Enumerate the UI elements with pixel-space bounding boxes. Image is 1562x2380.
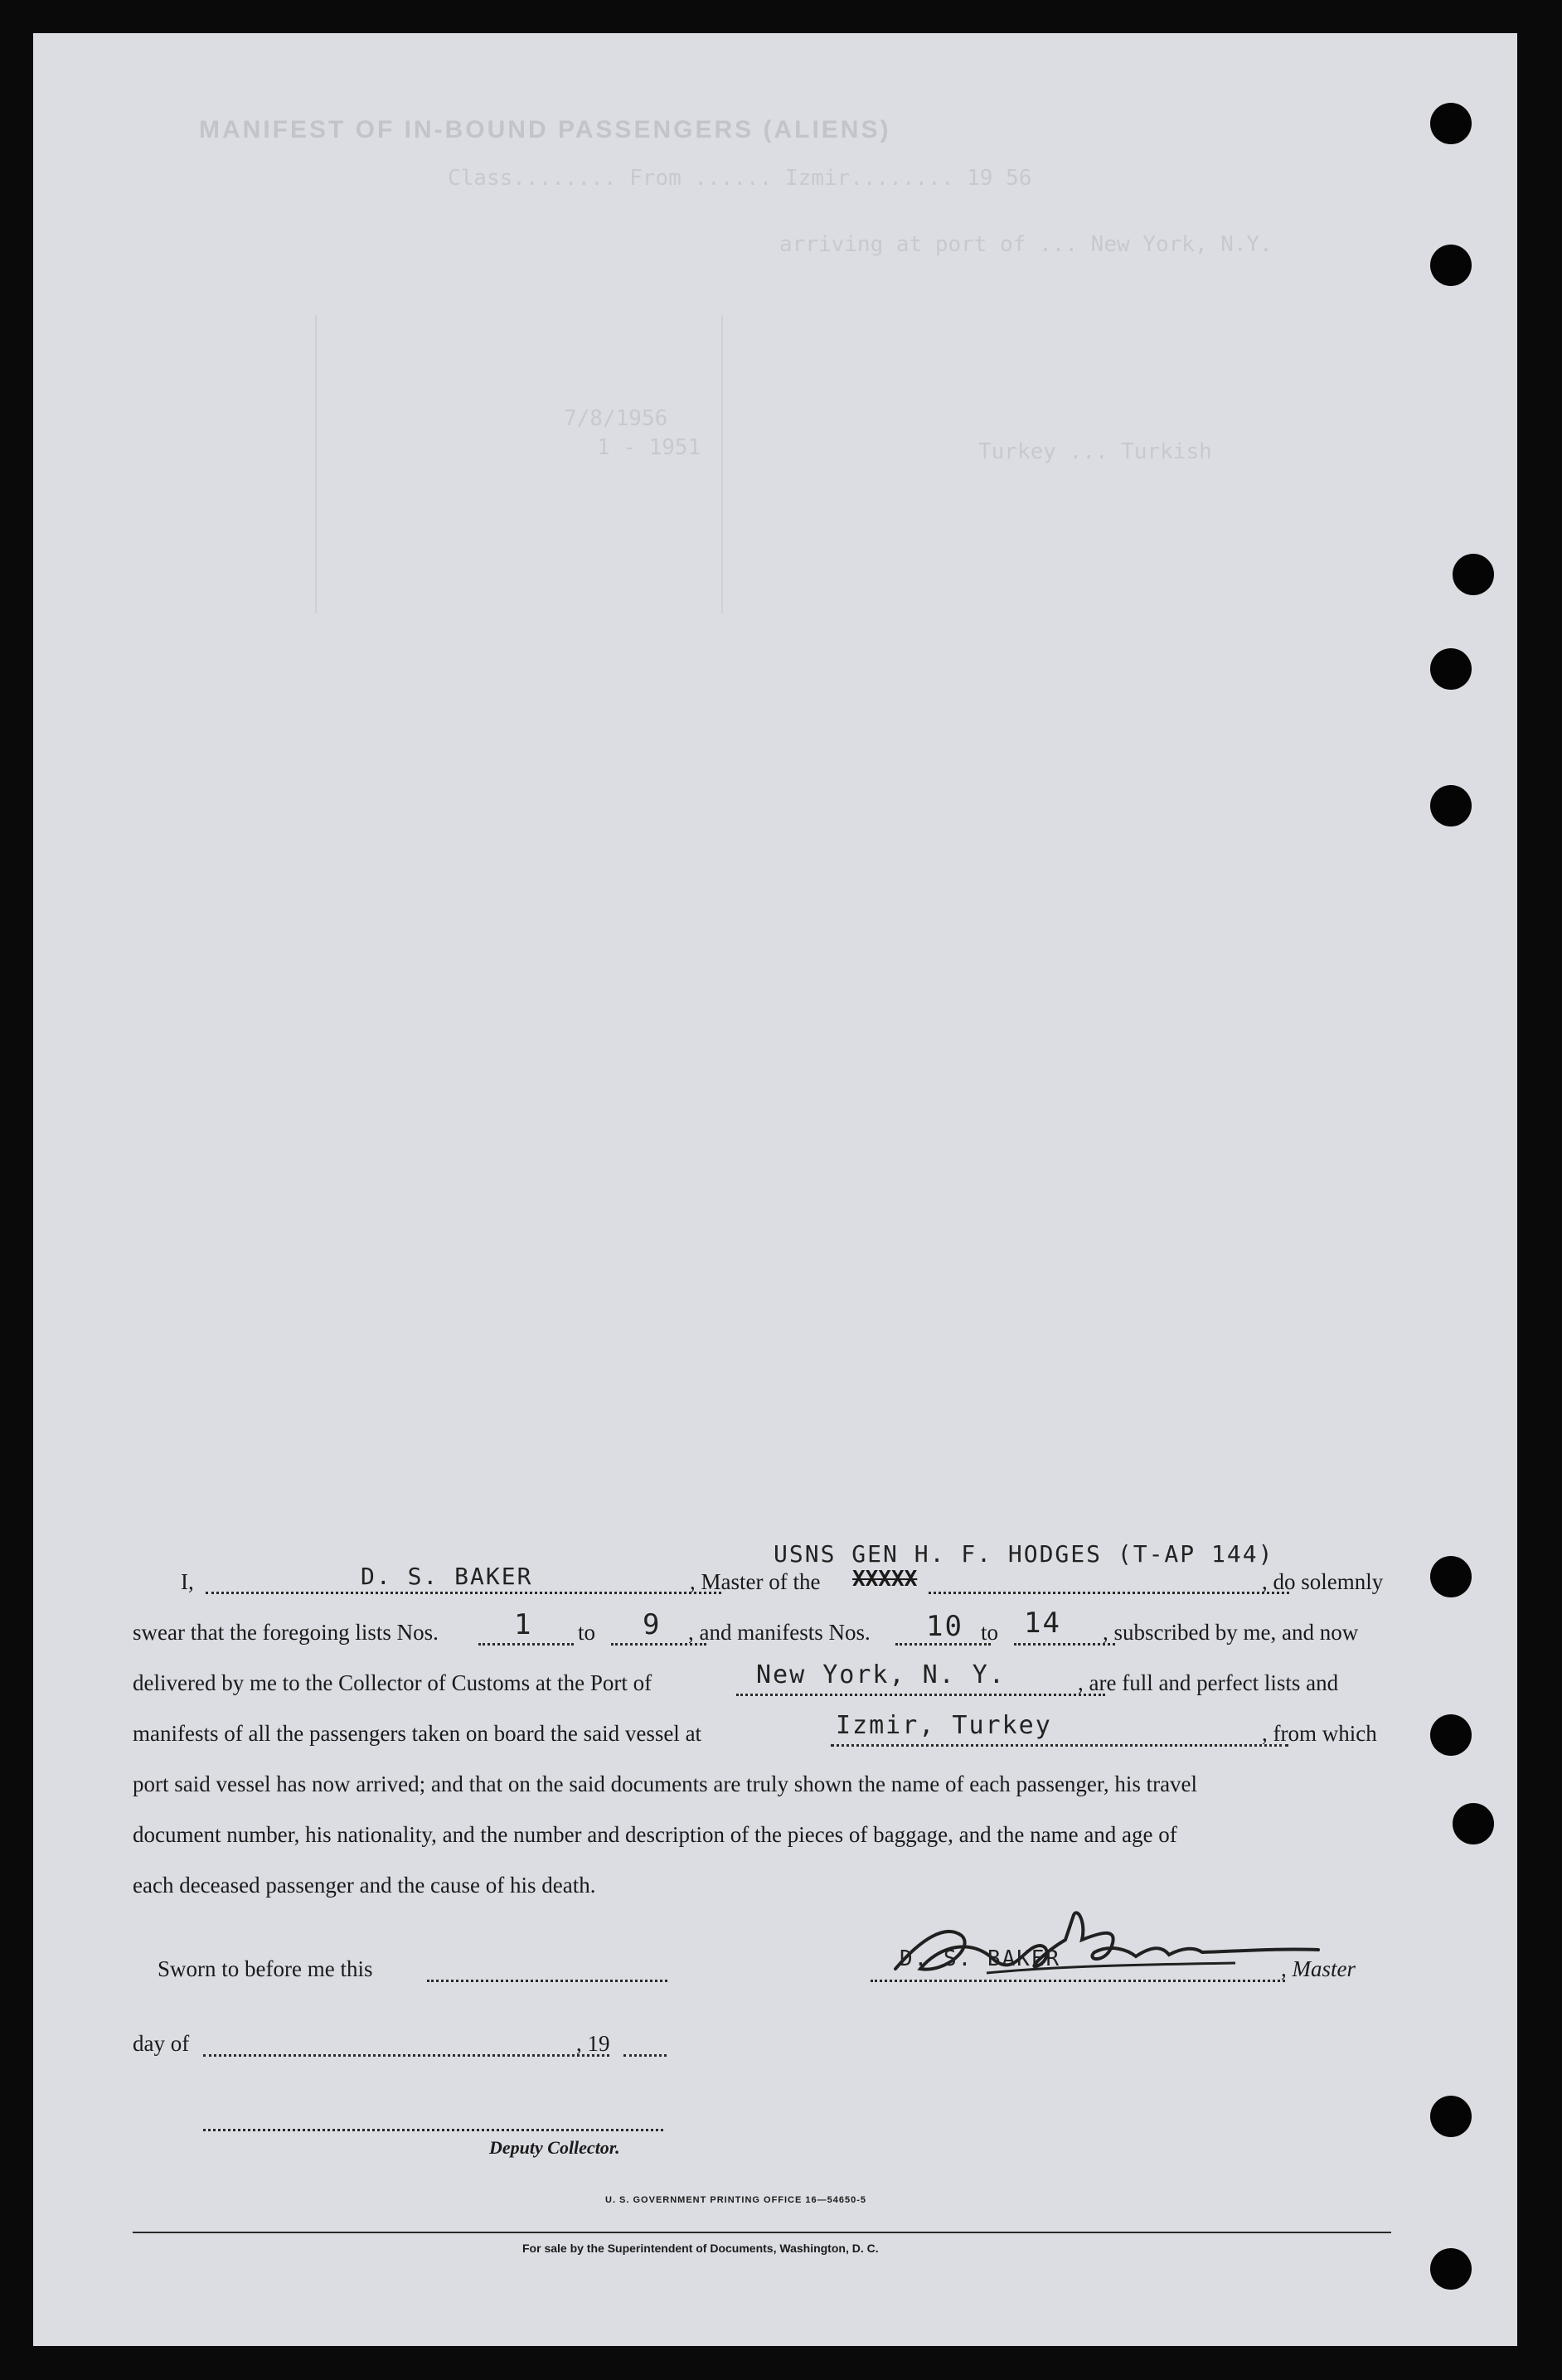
punch-hole (1430, 785, 1472, 826)
footer-rule (133, 2232, 1391, 2233)
bleed-through-column-rule (721, 315, 723, 613)
master-of-label: , Master of the (690, 1569, 821, 1594)
bleed-through-entry-b: 1 - 1951 (597, 435, 701, 460)
manifest-to: 14 (1024, 1607, 1061, 1640)
manifest-from: 10 (926, 1610, 963, 1643)
origin-line (831, 1744, 1288, 1747)
port-of-arrival: New York, N. Y. (756, 1660, 1006, 1689)
for-sale-line: For sale by the Superintendent of Documents, Washington, D. C. (522, 2242, 879, 2255)
year-prefix: , 19 (576, 2031, 610, 2056)
manifests-to: to (981, 1620, 999, 1645)
oath-line-7: each deceased passenger and the cause of his death. (133, 1873, 596, 1898)
full-perfect-label: , are full and perfect lists and (1078, 1670, 1339, 1695)
bleed-through-entry-a: 7/8/1956 (564, 406, 668, 431)
punch-hole (1453, 554, 1494, 595)
port-line (736, 1694, 1105, 1696)
gpo-line: U. S. GOVERNMENT PRINTING OFFICE 16—54650-5 (605, 2195, 867, 2205)
vessel-at-label: manifests of all the passengers taken on board the said vessel at (133, 1721, 702, 1746)
day-of-line (203, 2054, 609, 2057)
lists-to: to (578, 1620, 596, 1645)
punch-hole (1430, 245, 1472, 286)
master-label: , Master (1281, 1956, 1356, 1981)
punch-hole (1430, 1714, 1472, 1756)
subscribed-label: , subscribed by me, and now (1103, 1620, 1359, 1645)
deputy-collector-line (203, 2129, 663, 2131)
bleed-through-entry-c: Turkey ... Turkish (978, 439, 1212, 464)
lists-label: swear that the foregoing lists Nos. (133, 1620, 439, 1645)
deputy-collector-label: Deputy Collector. (489, 2137, 620, 2158)
manifest-from-line (895, 1643, 991, 1646)
bleed-through-title: MANIFEST OF IN-BOUND PASSENGERS (ALIENS) (199, 116, 891, 143)
bleed-through-line-a: Class........ From ...... Izmir........ 19 56 (448, 166, 1032, 191)
vessel-name-line (929, 1592, 1289, 1594)
manifest-to-line (1014, 1643, 1115, 1646)
sworn-label: Sworn to before me this (158, 1956, 373, 1981)
punch-hole (1453, 1803, 1494, 1844)
oath-prefix-i: I, (181, 1569, 194, 1594)
manifest-page (33, 33, 1517, 2346)
from-which-label: , from which (1262, 1721, 1377, 1746)
master-typed-name: D. S. BAKER (900, 1946, 1061, 1971)
list-to: 9 (643, 1608, 662, 1641)
bleed-through-column-rule (315, 315, 317, 613)
master-name-line (206, 1592, 721, 1594)
list-from-line (478, 1643, 574, 1646)
origin-port: Izmir, Turkey (836, 1711, 1052, 1740)
do-solemnly: , do solemnly (1262, 1569, 1384, 1594)
master-signature-line (871, 1980, 1285, 1982)
list-from: 1 (514, 1608, 533, 1641)
manifests-label: , and manifests Nos. (688, 1620, 871, 1645)
master-name: D. S. BAKER (361, 1563, 533, 1590)
vessel-name: USNS GEN H. F. HODGES (T-AP 144) (774, 1540, 1274, 1568)
day-of-label: day of (133, 2031, 190, 2056)
punch-hole (1430, 2096, 1472, 2137)
collector-label: delivered by me to the Collector of Customs at the Port of (133, 1670, 652, 1695)
punch-hole (1430, 103, 1472, 144)
punch-hole (1430, 2248, 1472, 2290)
year-line (623, 2054, 667, 2057)
vessel-struck-out: XXXXX (852, 1567, 918, 1592)
punch-hole (1430, 1556, 1472, 1597)
punch-hole (1430, 648, 1472, 690)
sworn-date-line (427, 1980, 667, 1982)
bleed-through-line-b: arriving at port of ... New York, N.Y. (779, 232, 1273, 257)
oath-line-5: port said vessel has now arrived; and that on the said documents are truly shown the name of each passenger, his travel (133, 1772, 1198, 1796)
oath-line-6: document number, his nationality, and the number and description of the pieces of baggage, and the name and age of (133, 1822, 1177, 1847)
